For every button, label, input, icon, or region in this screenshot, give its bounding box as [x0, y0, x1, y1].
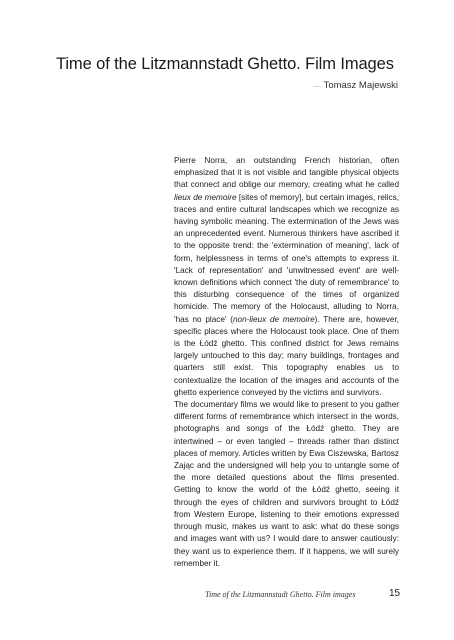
text-segment: Pierre Norra, an outstanding French historian, often emphasized that it is not visible and tangible physical objects that connect and oblige our memory, creating what he called: [174, 156, 399, 190]
running-title: Time of the Litzmannstadt Ghetto. Film images: [205, 590, 356, 599]
author-name: Tomasz Majewski: [323, 80, 398, 91]
text-segment: ). There are, however, specific places where the Holocaust took place. One of them is the Łódź ghetto. This confined district for Jews remains largely untouched to this day; many buildings, frontages and quarters still exist. This topography enables us to contextualize the location of the images and accounts of the ghetto experience conveyed by the victims and survivors.: [174, 314, 399, 397]
italic-term: non-lieux de memoire: [232, 314, 315, 324]
text-segment: [sites of memory], but certain images, relics, traces and entire cultural landscapes which we recognize as having symbolic meaning. The extermination of the Jews was an unprecedented event. Numerous thinkers have ascribed it to the opposite trend: the 'extermination of meaning', lack of form, helplessness in terms of one's attempts to express it. 'Lack of representation' and 'unwitnessed event' are well-known definitions which connect 'the duty of remembrance' to this disturbing consequence of the times of organized homicide. The memory of the Holocaust, alluding to Norra, 'has no place' (: [174, 192, 400, 324]
page-number: 15: [389, 588, 401, 599]
italic-term: lieux de memoire: [174, 192, 237, 202]
page-title: Time of the Litzmannstadt Ghetto. Film Images: [56, 55, 394, 74]
text-segment: The documentary films we would like to present to you gather different forms of remembrance which intersect in the words, photographs and songs of the Łódź ghetto. They are intertwined – or even tangled – threads rather than distinct places of memory. Articles written by Ewa Ciszewska, Bartosz Zając and the undersigned will help you to untangle some of the more detailed questions about the films presented. Getting to know the world of the Łódź ghetto, seeing it through the eyes of children and survivors brought to Łódź from Western Europe, listening to their emotions expressed through music, makes us want to ask: what do these songs and images want with us? I would dare to answer cautiously: they want us to experience them. If it happens, we will surely remember it.: [174, 400, 399, 568]
author-line: [314, 80, 398, 91]
paragraph-1: [174, 155, 399, 399]
author-dash: —: [313, 83, 321, 90]
paragraph-2: [174, 399, 399, 570]
body-text: [174, 155, 399, 570]
